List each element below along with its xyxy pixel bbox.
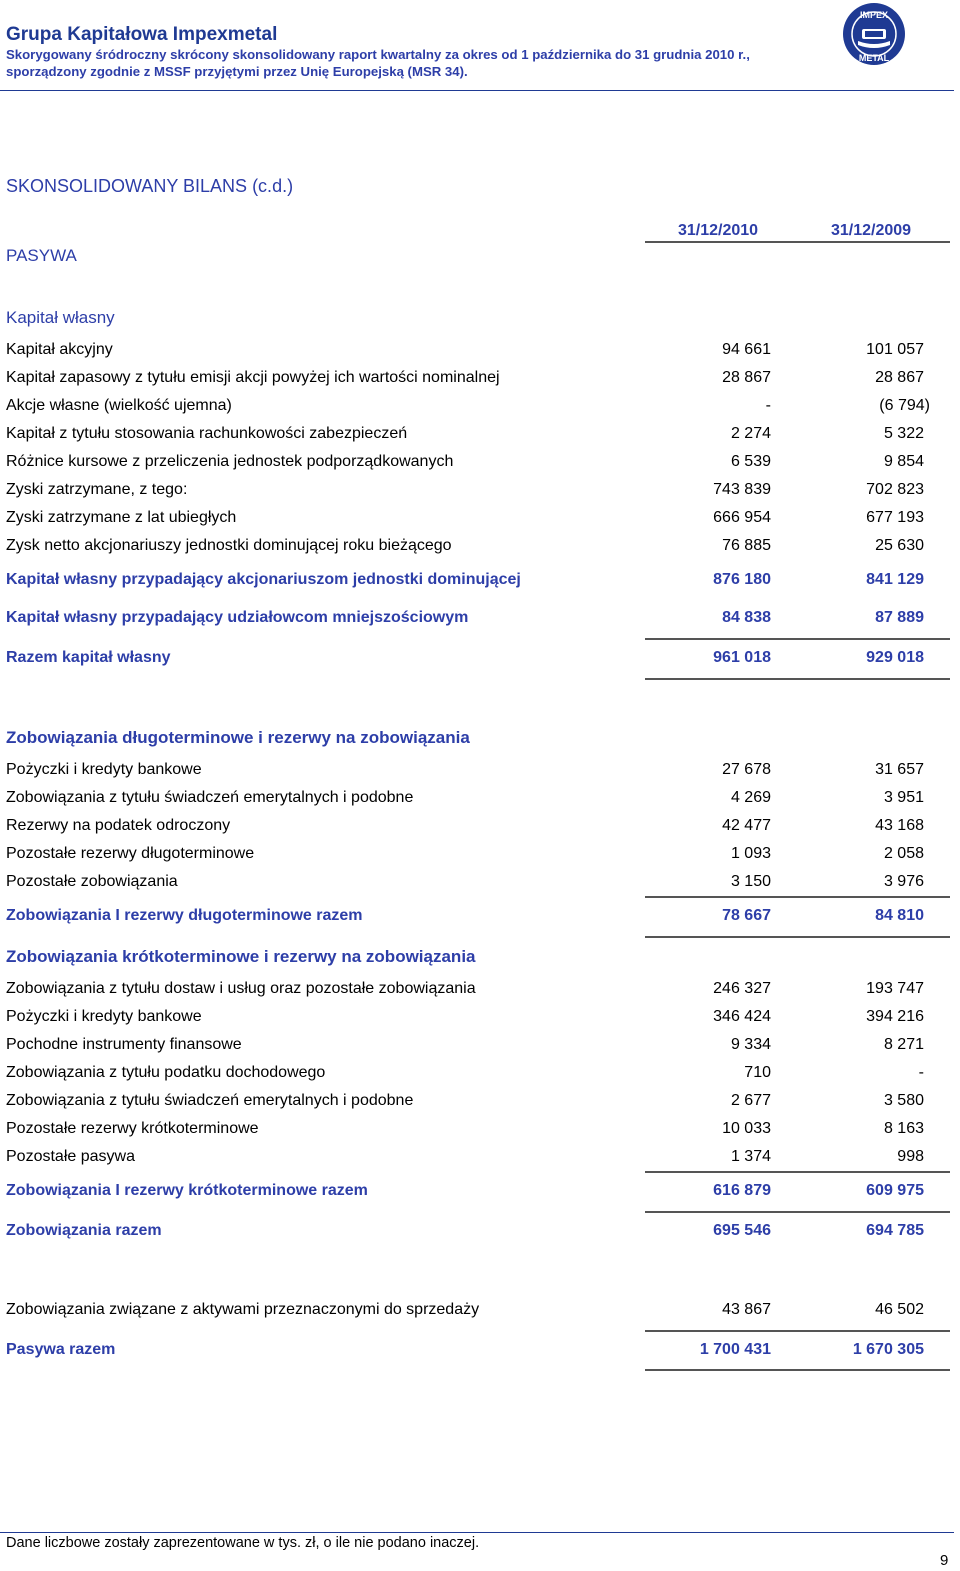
value-2009: 3 580 — [883, 1092, 924, 1109]
subtotal-row-minority — [0, 609, 960, 633]
table-row — [0, 537, 960, 561]
table-row — [0, 1008, 960, 1032]
table-row — [0, 789, 960, 813]
value-2009: 929 018 — [866, 649, 924, 666]
value-2010: 2 274 — [730, 425, 771, 442]
total-rule — [645, 1369, 950, 1371]
value-2010: 3 150 — [730, 873, 771, 890]
table-row — [0, 980, 960, 1004]
table-row — [0, 397, 960, 421]
row-label: Zobowiązania związane z aktywami przeznaczonymi do sprzedaży — [6, 1301, 480, 1318]
value-2009: 3 976 — [883, 873, 924, 890]
page-number: 9 — [940, 1552, 949, 1569]
total-rule — [645, 936, 950, 938]
row-label: Zobowiązania z tytułu podatku dochodowego — [6, 1064, 326, 1081]
table-row — [0, 873, 960, 897]
column-header-2009: 31/12/2009 — [831, 222, 912, 239]
value-2010: 695 546 — [713, 1222, 771, 1239]
value-2010: 1 374 — [730, 1148, 771, 1165]
table-row — [0, 341, 960, 365]
total-rule — [645, 638, 950, 640]
value-2009: 394 216 — [866, 1008, 924, 1025]
value-2010: 10 033 — [722, 1120, 771, 1137]
header-divider — [0, 90, 954, 91]
value-2010: - — [765, 397, 771, 414]
value-2009: 43 168 — [875, 817, 924, 834]
row-label: Pozostałe zobowiązania — [6, 873, 178, 890]
value-2010: 27 678 — [722, 761, 771, 778]
row-label: Pożyczki i kredyty bankowe — [6, 1008, 202, 1025]
value-2009: 25 630 — [875, 537, 924, 554]
value-2009: 8 163 — [883, 1120, 924, 1137]
total-rule — [645, 1330, 950, 1332]
table-row — [0, 453, 960, 477]
value-2010: 28 867 — [722, 369, 771, 386]
table-row-held-for-sale — [0, 1301, 960, 1325]
footer-divider — [0, 1532, 954, 1533]
section-title-long-term: Zobowiązania długoterminowe i rezerwy na zobowiązania — [6, 728, 470, 747]
value-2009: 31 657 — [875, 761, 924, 778]
svg-text:IMPEX: IMPEX — [859, 10, 889, 20]
value-2010: 666 954 — [713, 509, 771, 526]
row-label: Kapitał akcyjny — [6, 341, 113, 358]
grand-total-row — [0, 1341, 960, 1365]
value-2010: 2 677 — [730, 1092, 771, 1109]
table-row — [0, 369, 960, 393]
value-2009: 46 502 — [875, 1301, 924, 1318]
table-row — [0, 509, 960, 533]
value-2010: 78 667 — [722, 907, 771, 924]
document-heading: SKONSOLIDOWANY BILANS (c.d.) — [6, 176, 294, 196]
row-label: Zobowiązania z tytułu dostaw i usług oraz pozostałe zobowiązania — [6, 980, 476, 997]
total-row-equity — [0, 649, 960, 673]
column-header-rule — [645, 241, 950, 243]
row-label: Zyski zatrzymane z lat ubiegłych — [6, 509, 237, 526]
value-2009: 1 670 305 — [852, 1341, 924, 1358]
table-row — [0, 817, 960, 841]
report-subtitle-line2: sporządzony zgodnie z MSSF przyjętymi przez Unię Europejską (MSR 34). — [6, 64, 468, 79]
value-2009: - — [918, 1064, 924, 1081]
value-2010: 1 093 — [730, 845, 771, 862]
value-2009: 609 975 — [866, 1182, 924, 1199]
footer-note: Dane liczbowe zostały zaprezentowane w tys. zł, o ile nie podano inaczej. — [6, 1535, 480, 1551]
table-row — [0, 1036, 960, 1060]
value-2010: 1 700 431 — [699, 1341, 771, 1358]
value-2010: 710 — [744, 1064, 771, 1081]
value-2010: 6 539 — [730, 453, 771, 470]
value-2010: 876 180 — [713, 571, 771, 588]
value-2009: 694 785 — [866, 1222, 924, 1239]
row-label: Kapitał własny przypadający akcjonariuszom jednostki dominującej — [6, 571, 521, 588]
row-label: Zobowiązania I rezerwy długoterminowe razem — [6, 907, 363, 924]
value-2010: 42 477 — [722, 817, 771, 834]
total-row-short-term — [0, 1182, 960, 1206]
row-label: Zobowiązania razem — [6, 1222, 162, 1239]
value-2010: 4 269 — [730, 789, 771, 806]
value-2010: 743 839 — [713, 481, 771, 498]
total-rule — [645, 1171, 950, 1173]
report-subtitle-line1: Skorygowany śródroczny skrócony skonsolidowany raport kwartalny za okres od 1 października do 31 grudnia 2010 r., — [6, 47, 750, 62]
value-2009: 841 129 — [866, 571, 924, 588]
impexmetal-logo — [840, 1, 908, 67]
row-label: Zobowiązania z tytułu świadczeń emerytalnych i podobne — [6, 1092, 414, 1109]
value-2009: 84 810 — [875, 907, 924, 924]
row-label: Rezerwy na podatek odroczony — [6, 817, 231, 834]
total-rule — [645, 896, 950, 898]
subtotal-row-parent-equity — [0, 571, 960, 595]
table-row — [0, 425, 960, 449]
row-label: Pozostałe pasywa — [6, 1148, 135, 1165]
total-rule — [645, 1211, 950, 1213]
value-2009: 998 — [897, 1148, 924, 1165]
table-row — [0, 845, 960, 869]
row-label: Zysk netto akcjonariuszy jednostki dominującej roku bieżącego — [6, 537, 452, 554]
value-2010: 94 661 — [722, 341, 771, 358]
row-label: Akcje własne (wielkość ujemna) — [6, 397, 232, 414]
row-label: Zobowiązania z tytułu świadczeń emerytalnych i podobne — [6, 789, 414, 806]
svg-text:METAL: METAL — [858, 53, 890, 63]
total-row-liabilities — [0, 1222, 960, 1246]
value-2009: 677 193 — [866, 509, 924, 526]
row-label: Pochodne instrumenty finansowe — [6, 1036, 242, 1053]
value-2010: 84 838 — [722, 609, 771, 626]
value-2009: 28 867 — [875, 369, 924, 386]
row-label: Pozostałe rezerwy długoterminowe — [6, 845, 255, 862]
row-label: Pożyczki i kredyty bankowe — [6, 761, 202, 778]
table-row — [0, 1064, 960, 1088]
table-row — [0, 481, 960, 505]
row-label: Razem kapitał własny — [6, 649, 171, 666]
value-2010: 246 327 — [713, 980, 771, 997]
value-2009: 87 889 — [875, 609, 924, 626]
pasywa-label: PASYWA — [6, 246, 77, 265]
value-2010: 616 879 — [713, 1182, 771, 1199]
column-header-2010: 31/12/2010 — [678, 222, 759, 239]
value-2009: 101 057 — [866, 341, 924, 358]
company-title: Grupa Kapitałowa Impexmetal — [6, 24, 278, 45]
total-row-long-term — [0, 907, 960, 931]
row-label: Zyski zatrzymane, z tego: — [6, 481, 188, 498]
value-2009: 3 951 — [883, 789, 924, 806]
row-label: Pasywa razem — [6, 1341, 116, 1358]
value-2009: 193 747 — [866, 980, 924, 997]
table-row — [0, 1148, 960, 1172]
table-row — [0, 1092, 960, 1116]
table-row — [0, 761, 960, 785]
value-2009: 5 322 — [883, 425, 924, 442]
value-2009: 702 823 — [866, 481, 924, 498]
table-row — [0, 1120, 960, 1144]
row-label: Kapitał z tytułu stosowania rachunkowości zabezpieczeń — [6, 425, 408, 442]
value-2009: 8 271 — [883, 1036, 924, 1053]
value-2009: (6 794) — [879, 397, 930, 414]
value-2010: 9 334 — [730, 1036, 771, 1053]
row-label: Zobowiązania I rezerwy krótkoterminowe razem — [6, 1182, 368, 1199]
row-label: Kapitał zapasowy z tytułu emisji akcji powyżej ich wartości nominalnej — [6, 369, 500, 386]
row-label: Kapitał własny przypadający udziałowcom mniejszościowym — [6, 609, 469, 626]
value-2010: 961 018 — [713, 649, 771, 666]
section-title-equity: Kapitał własny — [6, 308, 115, 327]
row-label: Różnice kursowe z przeliczenia jednostek podporządkowanych — [6, 453, 454, 470]
row-label: Pozostałe rezerwy krótkoterminowe — [6, 1120, 259, 1137]
value-2010: 346 424 — [713, 1008, 771, 1025]
section-title-short-term: Zobowiązania krótkoterminowe i rezerwy na zobowiązania — [6, 947, 476, 966]
value-2009: 2 058 — [883, 845, 924, 862]
value-2010: 76 885 — [722, 537, 771, 554]
total-rule — [645, 678, 950, 680]
value-2010: 43 867 — [722, 1301, 771, 1318]
value-2009: 9 854 — [883, 453, 924, 470]
